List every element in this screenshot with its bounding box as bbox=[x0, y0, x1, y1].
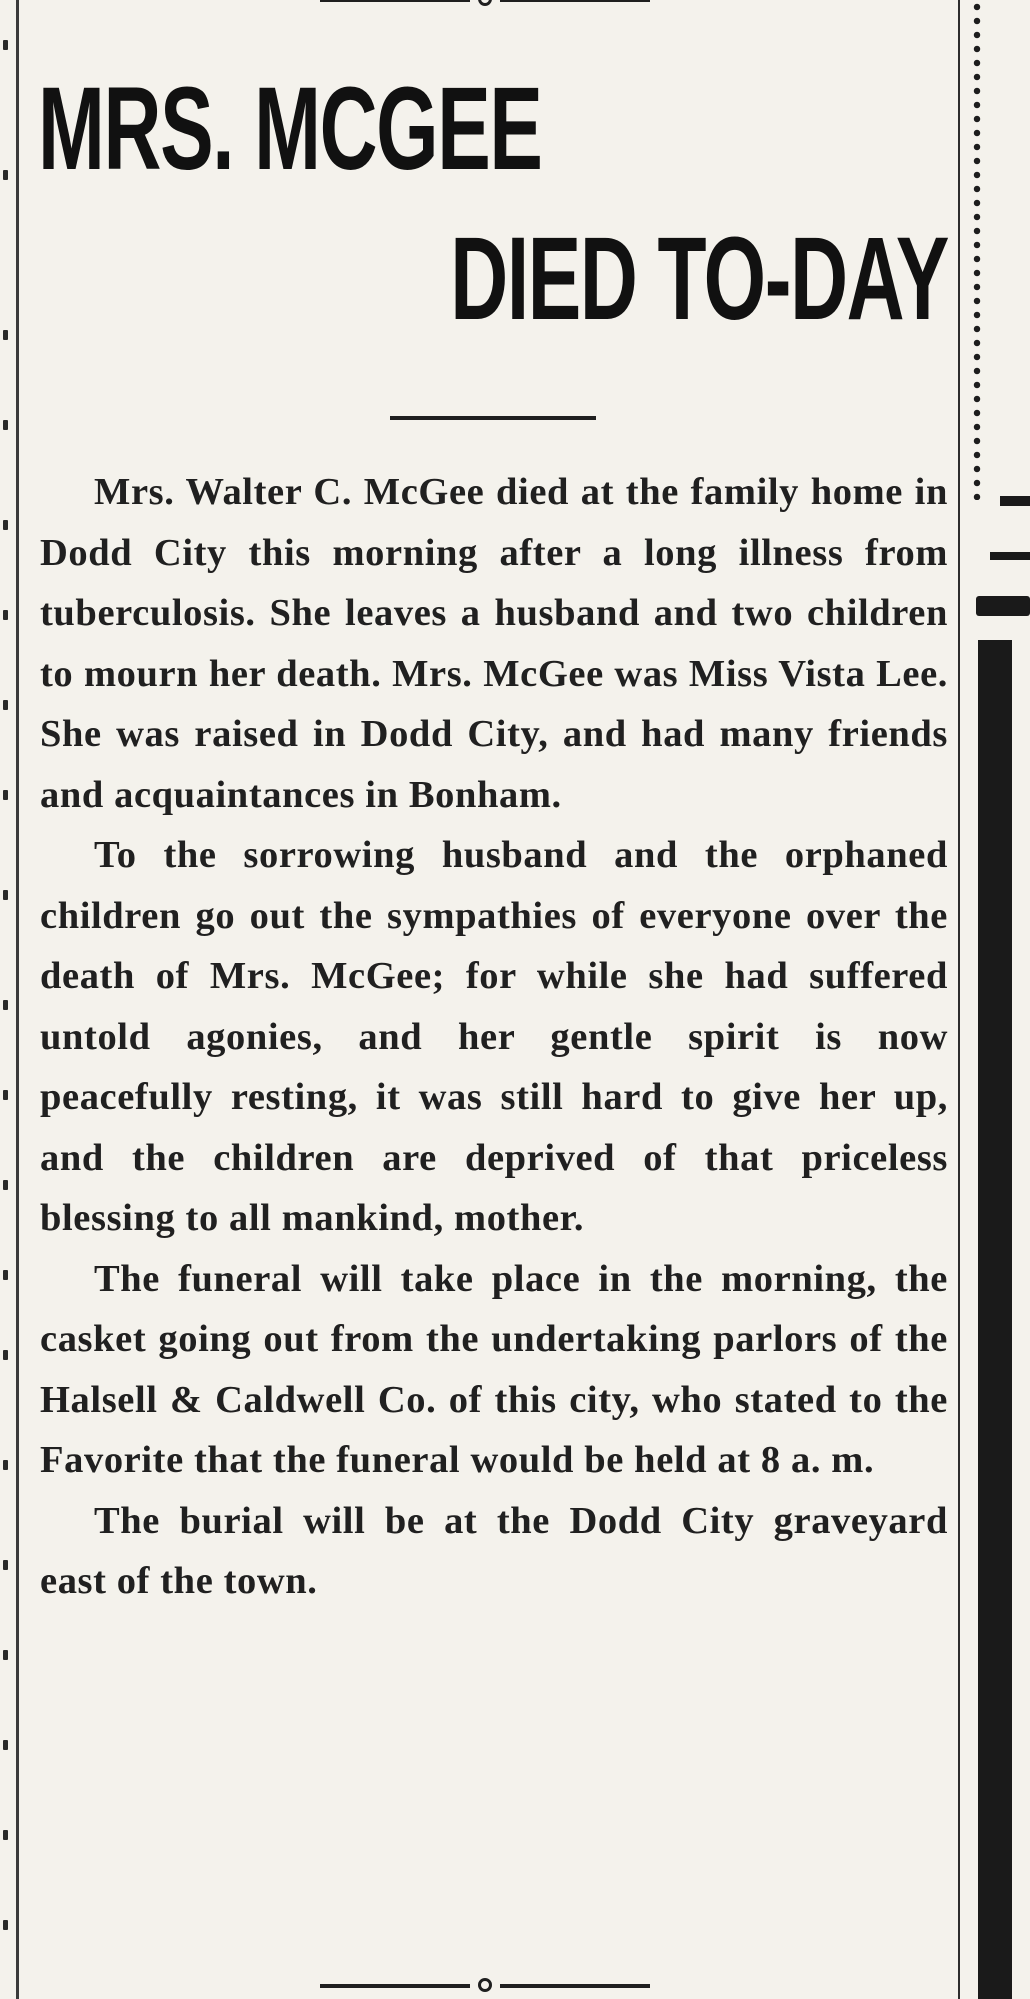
right-margin-mark bbox=[1000, 496, 1030, 506]
top-ornamental-divider bbox=[320, 0, 650, 10]
article-paragraph: The funeral will take place in the morning, the casket going out from the undertaking parlors of the Halsell & Caldwell Co. of this city, who stated to the Favorite that the funeral would be held at 8 a. m. bbox=[40, 1257, 948, 1481]
headline bbox=[38, 60, 948, 390]
headline-divider bbox=[390, 416, 596, 420]
headline-line-1: MRS. MCGEE bbox=[38, 63, 542, 195]
bottom-ornamental-divider bbox=[320, 1976, 650, 1996]
adjacent-column-fragments bbox=[0, 0, 12, 1999]
right-margin-bar-cap bbox=[976, 596, 1030, 616]
right-margin-mark bbox=[990, 552, 1030, 560]
right-margin-bar bbox=[978, 640, 1012, 1999]
article-paragraph: The burial will be at the Dodd City graveyard east of the town. bbox=[40, 1499, 948, 1602]
right-column-rule bbox=[958, 0, 960, 1999]
article-paragraph: To the sorrowing husband and the orphaned children go out the sympathies of everyone over the death of Mrs. McGee; for while she had suffered untold agonies, and her gentle spirit is now peacefully resting, it was still hard to give her up, and the children are deprived of that priceless blessing to all mankind, mother. bbox=[40, 834, 948, 1239]
left-column-rule bbox=[16, 0, 19, 1999]
article-body bbox=[40, 462, 948, 1612]
dotted-column-rule bbox=[972, 0, 982, 500]
article-paragraph: Mrs. Walter C. McGee died at the family home in Dodd City this morning after a long illness from tuberculosis. She leaves a husband and two children to mourn her death. Mrs. McGee was Miss Vista Lee. She was raised in Dodd City, and had many friends and acquaintances in Bonham. bbox=[40, 471, 948, 816]
headline-line-2: DIED TO-DAY bbox=[450, 213, 948, 345]
